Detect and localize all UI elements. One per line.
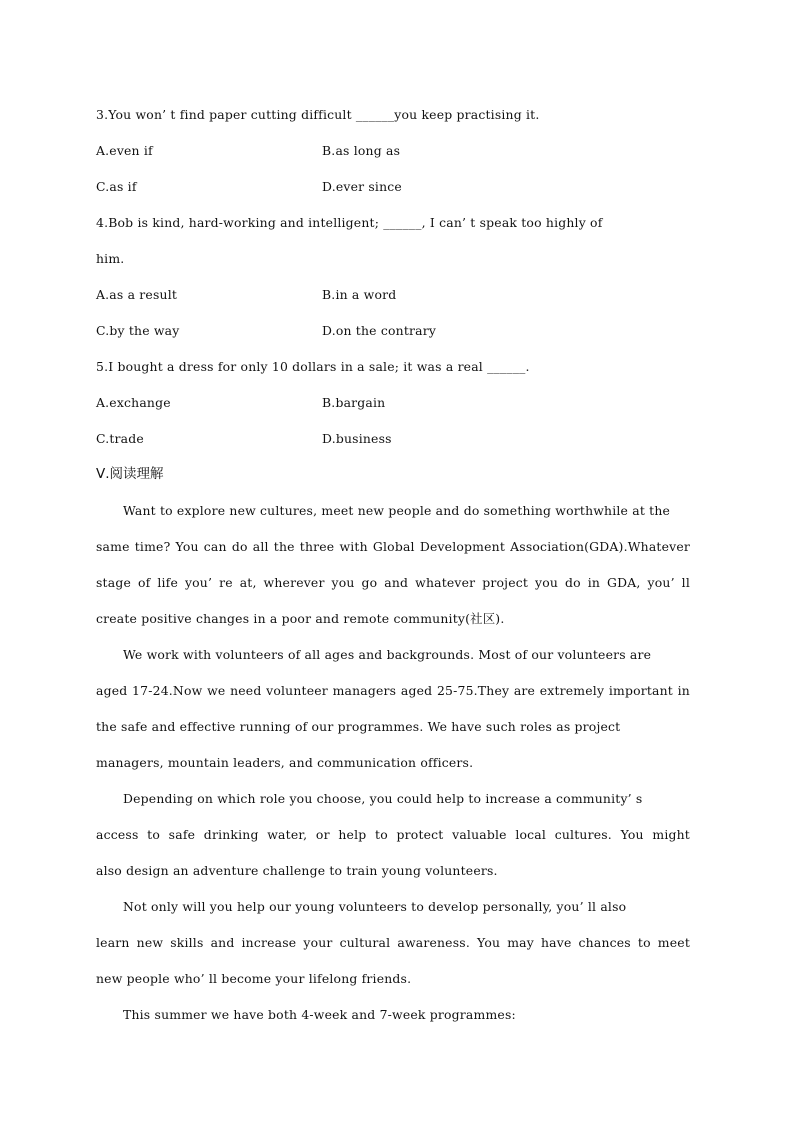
question-3-option-c: C.as if [96, 179, 137, 194]
question-5-option-a: A.exchange [96, 395, 171, 410]
question-5-stem: 5.I bought a dress for only 10 dollars in a sale; it was a real ______. [96, 359, 530, 374]
question-4-option-b: B.in a word [322, 287, 397, 302]
question-3-stem: 3.You won’ t find paper cutting difficult ______you keep practising it. [96, 107, 540, 122]
question-4-option-a: A.as a result [96, 287, 178, 302]
passage-line: new people who’ ll become your lifelong friends. [96, 971, 412, 986]
question-3-option-d: D.ever since [322, 179, 402, 194]
question-5-option-b: B.bargain [322, 395, 386, 410]
passage-line: Want to explore new cultures, meet new people and do something worthwhile at the [123, 503, 671, 518]
question-4-option-c: C.by the way [96, 323, 180, 338]
passage-line: This summer we have both 4-week and 7-week programmes: [123, 1007, 516, 1022]
passage-line: learn new skills and increase your cultural awareness. You may have chances to meet [96, 935, 690, 950]
passage-line: We work with volunteers of all ages and backgrounds. Most of our volunteers are [123, 647, 652, 662]
passage-line: Depending on which role you choose, you could help to increase a community’ s [123, 791, 643, 806]
passage-line: create positive changes in a poor and remote community(社区). [96, 611, 505, 626]
passage-line: stage of life you’ re at, wherever you go and whatever project you do in GDA, you’ ll [96, 575, 690, 590]
section-title: Ⅴ.阅读理解 [96, 466, 164, 482]
question-5-option-d: D.business [322, 431, 392, 446]
question-4-stem-line-1: 4.Bob is kind, hard-working and intelligent; ______, I can’ t speak too highly of [96, 215, 603, 230]
passage-line: access to safe drinking water, or help to protect valuable local cultures. You might [96, 827, 690, 842]
question-3-option-a: A.even if [96, 143, 153, 158]
passage-line: aged 17-24.Now we need volunteer managers aged 25-75.They are extremely important in [96, 683, 690, 698]
passage-line: managers, mountain leaders, and communication officers. [96, 755, 474, 770]
question-3-option-b: B.as long as [322, 143, 401, 158]
passage-line: same time? You can do all the three with Global Development Association(GDA).Whatever [96, 539, 690, 554]
question-4-option-d: D.on the contrary [322, 323, 437, 338]
question-4-stem-line-2: him. [96, 251, 125, 266]
passage-line: also design an adventure challenge to train young volunteers. [96, 863, 498, 878]
passage-line: Not only will you help our young volunteers to develop personally, you’ ll also [123, 899, 627, 914]
question-5-option-c: C.trade [96, 431, 144, 446]
passage-line: the safe and effective running of our programmes. We have such roles as project [96, 719, 621, 734]
